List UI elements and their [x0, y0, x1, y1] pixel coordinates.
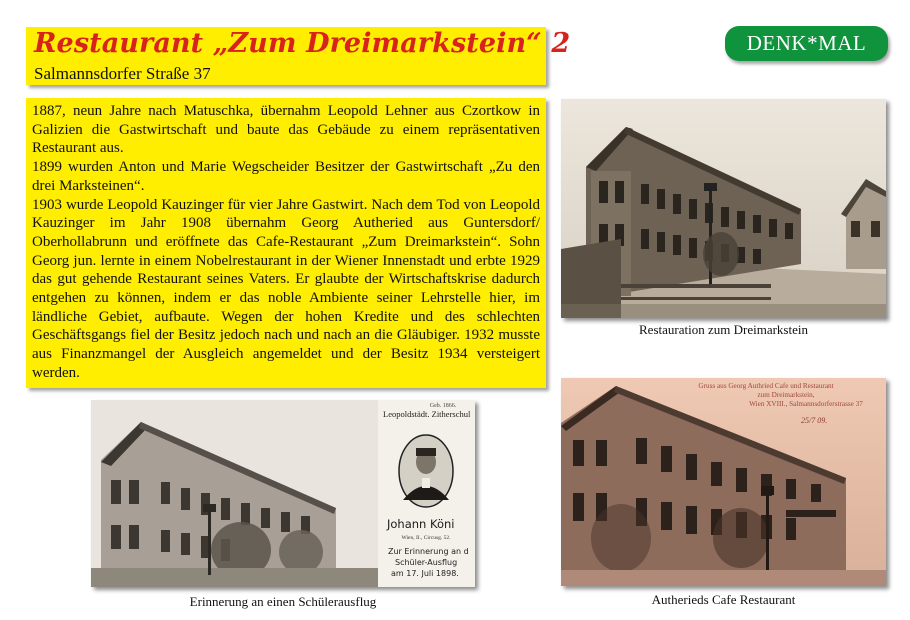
postcard-line-2: zum Dreimarkstein,	[757, 391, 815, 399]
card-name: Johann Köni	[387, 517, 455, 531]
photo-restauration-image	[561, 99, 886, 318]
paragraph-1: 1887, neun Jahre nach Matuschka, übernahm Leopold Lehner aus Czortkow in Galizien die Gastwirtschaft und baute das Gebäude zu einem repräsentativen Restaurant aus.	[32, 103, 540, 157]
card-school-label: Leopoldstädt. Zitherschul	[383, 409, 471, 419]
title-box	[26, 27, 571, 85]
photo-autherieds	[561, 378, 886, 586]
card-line-3: am 17. Juli 1898.	[391, 569, 459, 578]
denkmal-logo: DENK*MAL	[725, 26, 888, 61]
caption-schuelerausflug: Erinnerung an einen Schülerausflug	[189, 594, 377, 609]
photo-autherieds-image	[561, 378, 886, 586]
caption-autherieds: Autherieds Cafe Restaurant	[651, 592, 796, 607]
page-subtitle: Salmannsdorfer Straße 37	[34, 64, 211, 83]
text-box	[26, 98, 546, 388]
postcard-handwriting: 25/7 09.	[801, 416, 828, 425]
caption-restauration: Restauration zum Dreimarkstein	[639, 322, 808, 337]
photo-restauration	[561, 99, 886, 318]
photo-schuelerausflug-image	[91, 400, 475, 587]
card-line-1: Zur Erinnerung an d	[388, 547, 469, 556]
postcard-line-3: Wien XVIII., Salmannsdorferstrasse 37	[749, 400, 863, 408]
card-top-small: Geb. 1866.	[429, 403, 457, 409]
body-text	[32, 102, 540, 383]
card-line-2: Schüler-Ausflug	[395, 558, 458, 567]
photo-schuelerausflug	[91, 400, 475, 587]
page-title: Restaurant „Zum Dreimarkstein“ 2	[34, 28, 571, 59]
card-address: Wien, II., Circusg. 52.	[401, 535, 451, 541]
paragraph-2: 1899 wurden Anton und Marie Wegscheider Besitzer der Gastwirtschaft „Zu den drei Marksteinen“.	[32, 159, 540, 194]
paragraph-3: 1903 wurde Leopold Kauzinger für vier Jahre Gastwirt. Nach dem Tod von Leopold Kauzinger im Jahr 1908 übernahm Georg Autheried aus Guntersdorf/ Oberhollabrunn und eröffnete das Cafe-Restaurant „Zum Dreimarkstein“. Sohn Georg jun. lernte in einem Nobelrestaurant in der Wiener Innenstadt und erbte 1929 das gut gehende Restaurant seines Vaters. Er glaubte der Wirtschaftskrise dadurch entgehen zu können, indem er das noble Ambiente seiner Lehrstelle hier, im ländliche Gebiet, aufbaute. Wegen der hohen Kredite und des schlechten Geschäftsgangs fiel der Besitz jedoch nach und nach an die Gläubiger. 1932 musste aus Finanzmangel der Ausgleich angemeldet und der Besitz 1934 versteigert werden.	[32, 196, 540, 381]
postcard-line-1: Gruss aus Georg Authried Cafe und Restaurant	[698, 382, 834, 390]
